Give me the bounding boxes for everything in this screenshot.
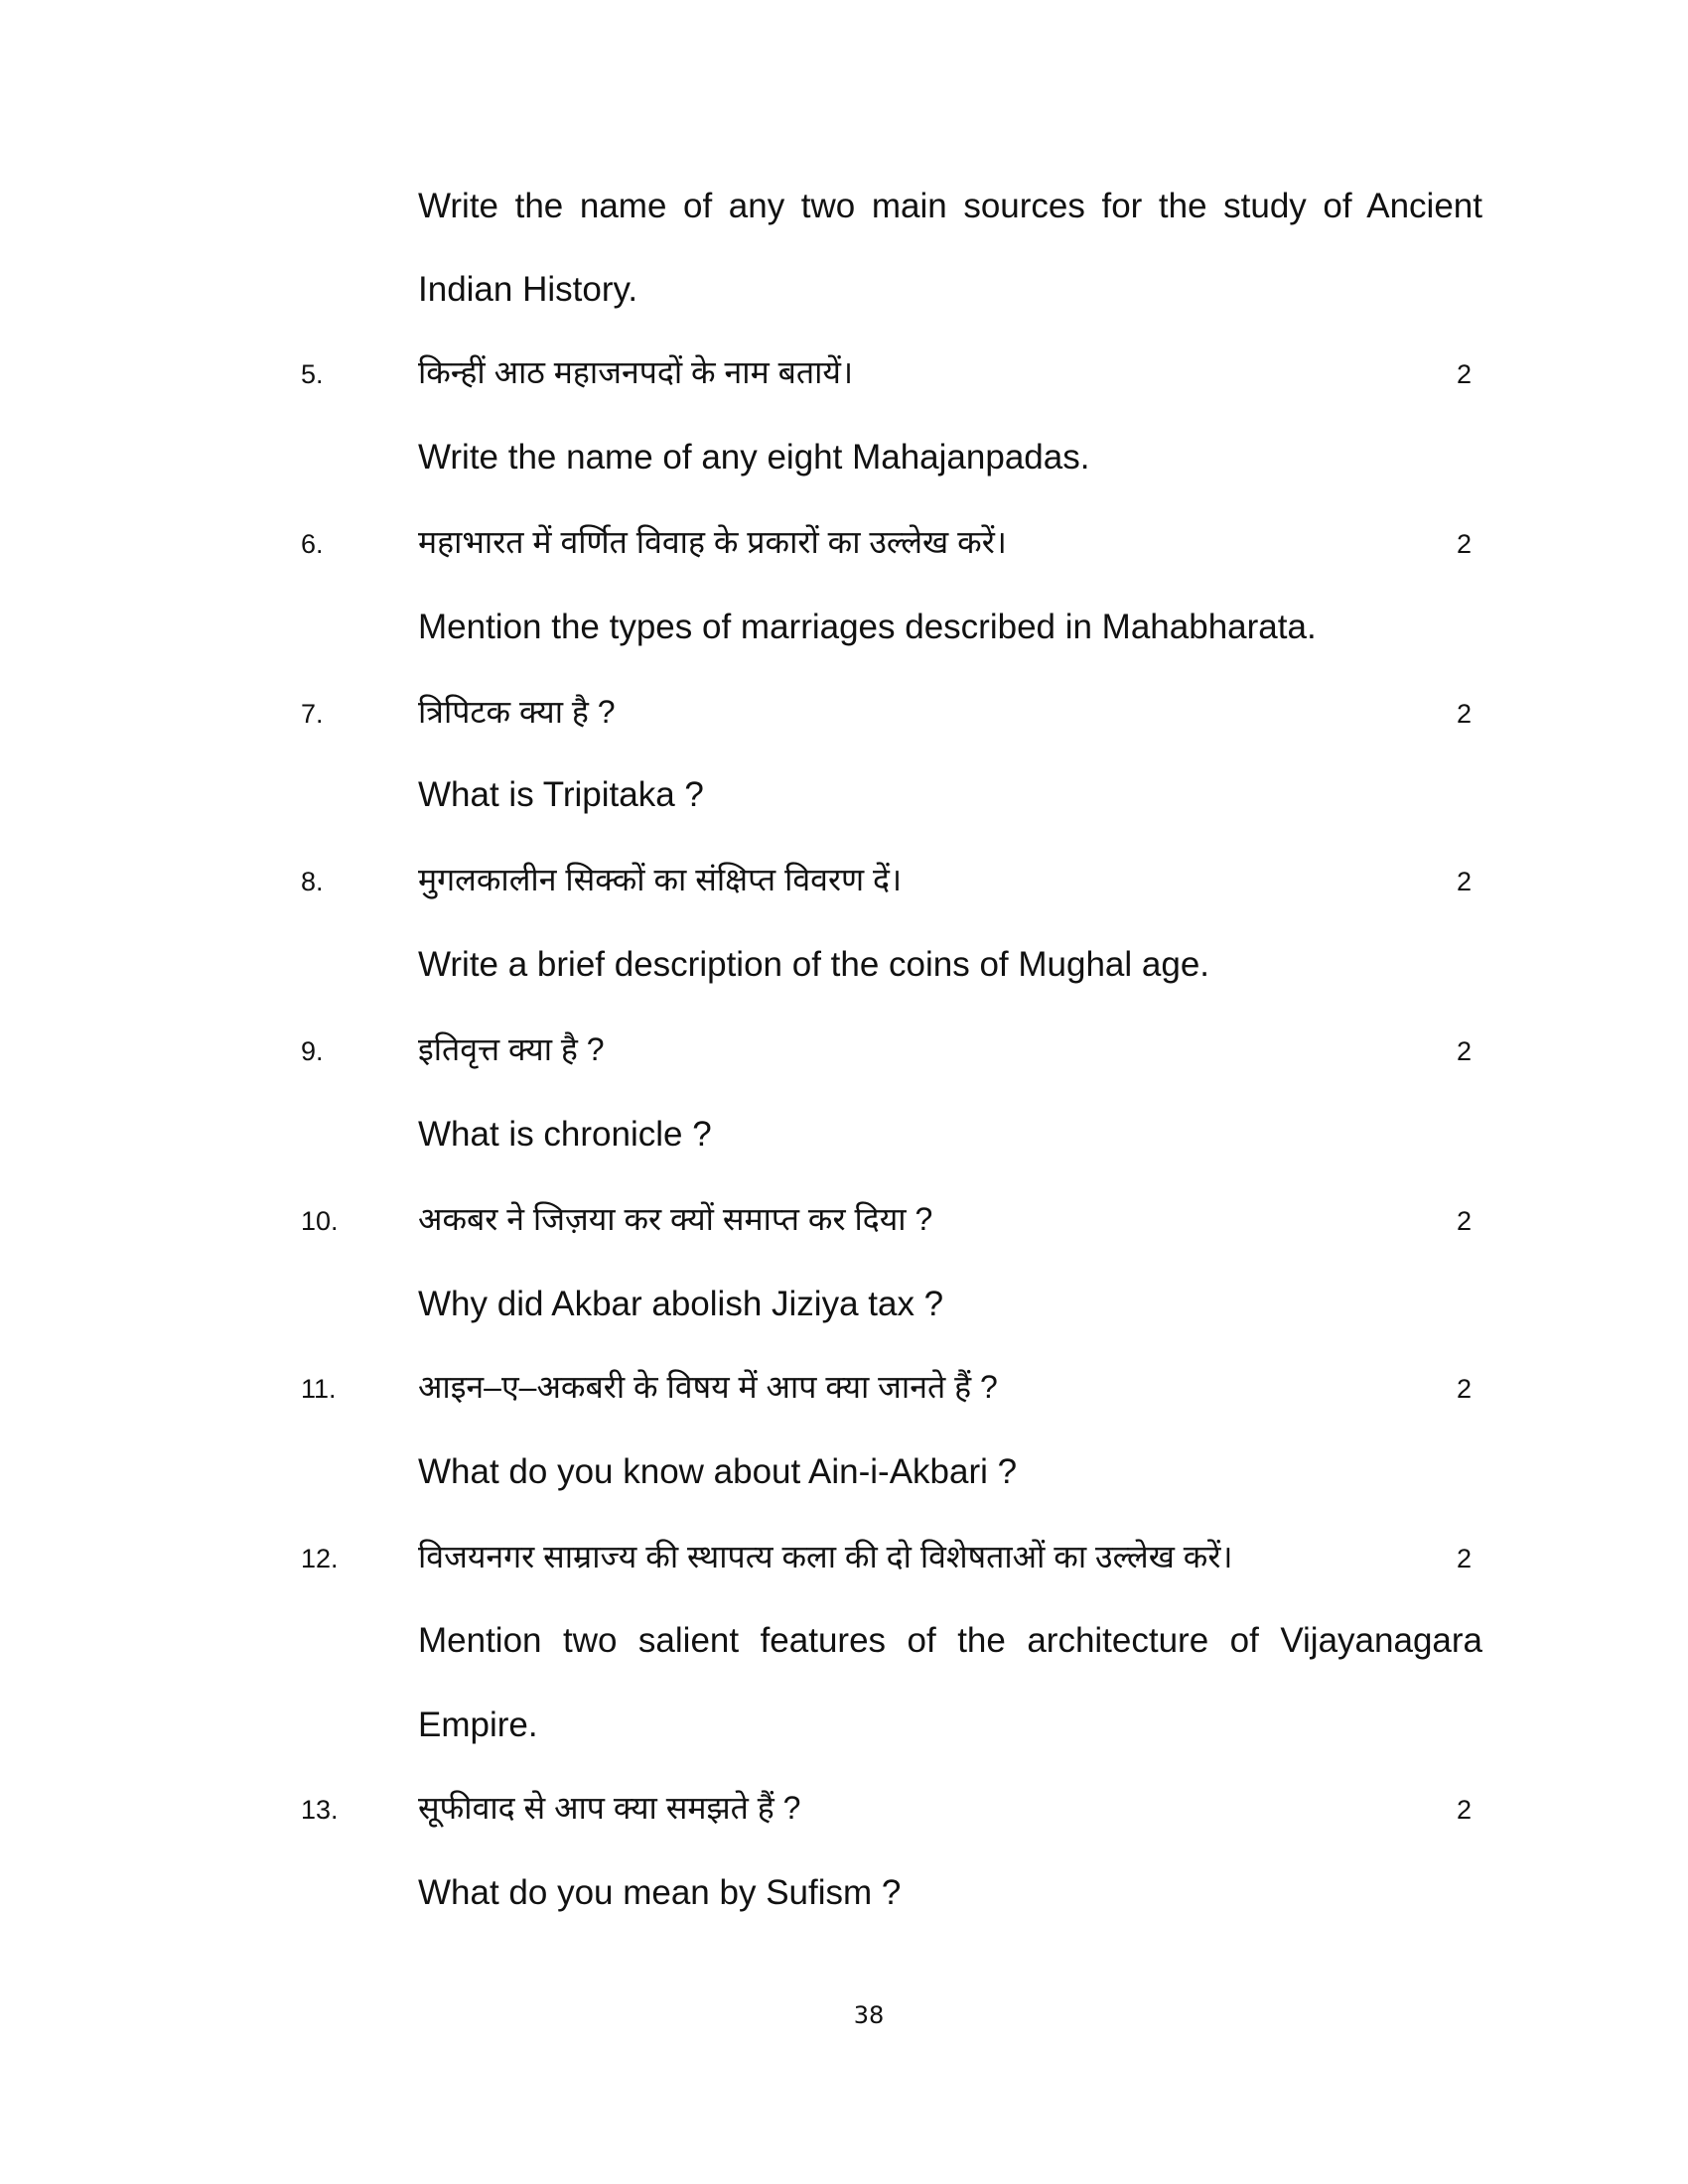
question-number: 5.: [301, 359, 324, 390]
question-text-english: What do you mean by Sufism ?: [418, 1873, 902, 1913]
question-text-hindi: इतिवृत्त क्या है ?: [418, 1031, 605, 1068]
question-text-english: Write the name of any eight Mahajanpadas.: [418, 438, 1090, 478]
question-text-english: What do you know about Ain-i-Akbari ?: [418, 1452, 1018, 1492]
question-number: 10.: [301, 1205, 339, 1236]
question-text-hindi: अकबर ने जिज़या कर क्यों समाप्त कर दिया ?: [418, 1200, 933, 1237]
question-text-hindi: आइन–ए–अकबरी के विषय में आप क्या जानते हैं ?: [418, 1369, 998, 1406]
question-marks: 2: [1457, 1036, 1473, 1067]
question-text-hindi: किन्हीं आठ महाजनपदों के नाम बतायें।: [418, 354, 854, 391]
question-number: 7.: [301, 698, 324, 729]
question-text-english: Mention two salient features of the architecture of Vijayanagara: [418, 1620, 1482, 1660]
question-marks: 2: [1457, 359, 1473, 390]
question-marks: 2: [1457, 1205, 1473, 1236]
question-text-english: What is chronicle ?: [418, 1115, 712, 1155]
question-text-english: Empire.: [418, 1705, 538, 1744]
question-number: 9.: [301, 1036, 324, 1067]
page-number: 38: [853, 2001, 885, 2029]
question-marks: 2: [1457, 1544, 1473, 1574]
question-marks: 2: [1457, 528, 1473, 559]
question-text-english: What is Tripitaka ?: [418, 775, 704, 815]
question-text-english: Why did Akbar abolish Jiziya tax ?: [418, 1284, 944, 1323]
question-text-hindi: सूफीवाद से आप क्या समझते हैं ?: [418, 1789, 801, 1826]
question-number: 13.: [301, 1794, 339, 1825]
question-number: 12.: [301, 1544, 339, 1574]
question-number: 6.: [301, 528, 324, 559]
question-number: 11.: [301, 1374, 337, 1405]
question-text-hindi: त्रिपिटक क्या है ?: [418, 693, 616, 730]
question-marks: 2: [1457, 698, 1473, 729]
question-text-english: Indian History.: [418, 269, 638, 309]
question-number: 8.: [301, 867, 324, 897]
question-text-hindi: महाभारत में वर्णित विवाह के प्रकारों का उल्लेख करें।: [418, 523, 1007, 560]
question-text-english: Write the name of any two main sources for the study of Ancient: [418, 187, 1482, 226]
question-marks: 2: [1457, 867, 1473, 897]
question-marks: 2: [1457, 1794, 1473, 1825]
question-text-hindi: मुगलकालीन सिक्कों का संक्षिप्त विवरण दें।: [418, 862, 903, 898]
question-marks: 2: [1457, 1374, 1473, 1405]
question-text-english: Write a brief description of the coins of Mughal age.: [418, 945, 1210, 985]
question-text-hindi: विजयनगर साम्राज्य की स्थापत्य कला की दो विशेषताओं का उल्लेख करें।: [418, 1539, 1233, 1575]
question-text-english: Mention the types of marriages described in Mahabharata.: [418, 607, 1317, 646]
